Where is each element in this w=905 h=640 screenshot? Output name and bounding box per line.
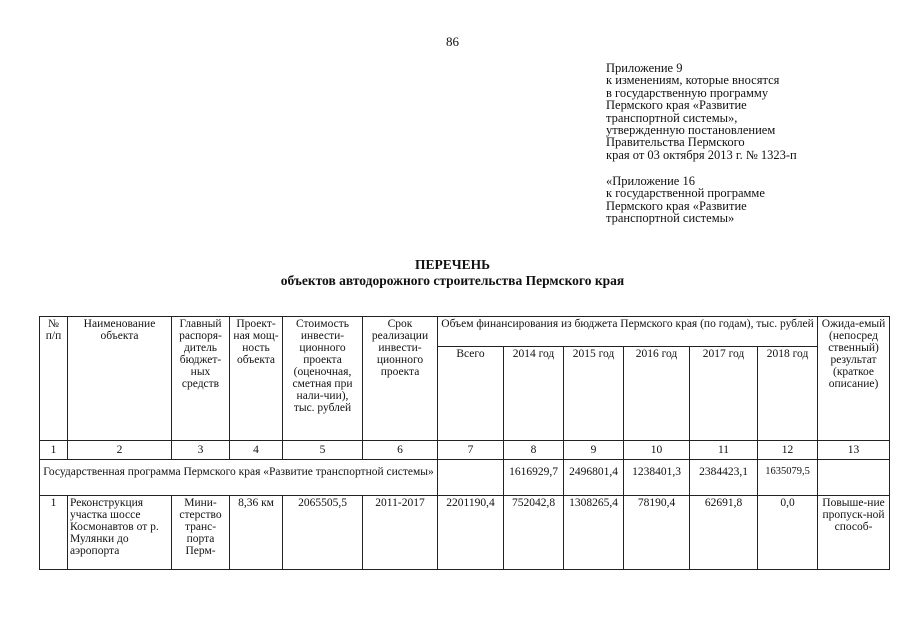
program-label: Государственная программа Пермского края «Развитие транспортной системы» [40,460,438,496]
program-2018: 1635079,5 [758,460,818,496]
appendix-line: утвержденную постановлением [606,123,776,138]
program-result [818,460,890,496]
column-number-row [40,441,890,460]
appendix-line: транспортной системы», [606,110,738,125]
row-2017: 62691,8 [690,496,758,570]
column-number: 6 [363,441,438,460]
column-number: 3 [172,441,230,460]
row-2016: 78190,4 [624,496,690,570]
program-total [438,460,504,496]
row-capacity: 8,36 км [230,496,283,570]
appendix-line: транспортной системы» [606,211,735,226]
table-row [40,496,890,570]
row-total: 2201190,4 [438,496,504,570]
appendix-block [606,62,797,161]
row-2018: 0,0 [758,496,818,570]
column-number: 11 [690,441,758,460]
column-number: 9 [564,441,624,460]
column-number: 12 [758,441,818,460]
appendix-line: Правительства Пермского [606,135,745,150]
program-2014: 1616929,7 [504,460,564,496]
objects-table [39,316,890,570]
row-num: 1 [40,496,68,570]
appendix-line: края от 03 октября 2013 г. № 1323-п [606,147,797,162]
column-number: 13 [818,441,890,460]
header-num: № п/п [40,317,68,441]
appendix-line: «Приложение 16 [606,174,695,188]
row-manager: Мини-стерство транс-порта Перм- [172,496,230,570]
header-funding-group: Объем финансирования из бюджета Пермского края (по годам), тыс. рублей [438,317,818,347]
header-2018: 2018 год [758,347,818,441]
column-number: 5 [283,441,363,460]
table-header-row [40,317,890,347]
row-period: 2011-2017 [363,496,438,570]
row-name: Реконструкция участка шоссе Космонавтов от р. Мулянки до аэропорта [68,496,172,570]
document-subtitle: объектов автодорожного строительства Пермского края [280,273,625,288]
program-2015: 2496801,4 [564,460,624,496]
row-result: Повыше-ние пропуск-ной способ- [818,496,890,570]
column-number: 7 [438,441,504,460]
column-number: 4 [230,441,283,460]
column-number: 2 [68,441,172,460]
header-cost: Стоимость инвести-ционного проекта (оценочная, сметная при нали-чии), тыс. рублей [283,317,363,441]
header-period: Срок реализации инвести-ционного проекта [363,317,438,441]
appendix-line: к государственной программе [606,186,765,201]
header-manager: Главный распоря-дитель бюджет-ных средств [172,317,230,441]
header-2017: 2017 год [690,347,758,441]
page-number: 86 [446,34,459,49]
appendix-line: Приложение 9 [606,61,683,75]
header-2014: 2014 год [504,347,564,441]
column-number: 8 [504,441,564,460]
header-2016: 2016 год [624,347,690,441]
row-cost: 2065505,5 [283,496,363,570]
header-capacity: Проект-ная мощ-ность объекта [230,317,283,441]
document-title: ПЕРЕЧЕНЬ [414,257,491,272]
appendix-line: к изменениям, которые вносятся [606,73,780,88]
program-2016: 1238401,3 [624,460,690,496]
header-2015: 2015 год [564,347,624,441]
row-2015: 1308265,4 [564,496,624,570]
row-2014: 752042,8 [504,496,564,570]
appendix-line: Пермского края «Развитие [606,198,747,213]
header-name: Наименование объекта [68,317,172,441]
header-total: Всего [438,347,504,441]
header-result: Ожида-емый (непосред ственный) результат (краткое описание) [818,317,890,441]
appendix-line: в государственную программу [606,85,769,100]
column-number: 10 [624,441,690,460]
appendix-16-block [606,175,765,225]
program-2017: 2384423,1 [690,460,758,496]
column-number: 1 [40,441,68,460]
program-row [40,460,890,496]
appendix-line: Пермского края «Развитие [606,98,747,113]
